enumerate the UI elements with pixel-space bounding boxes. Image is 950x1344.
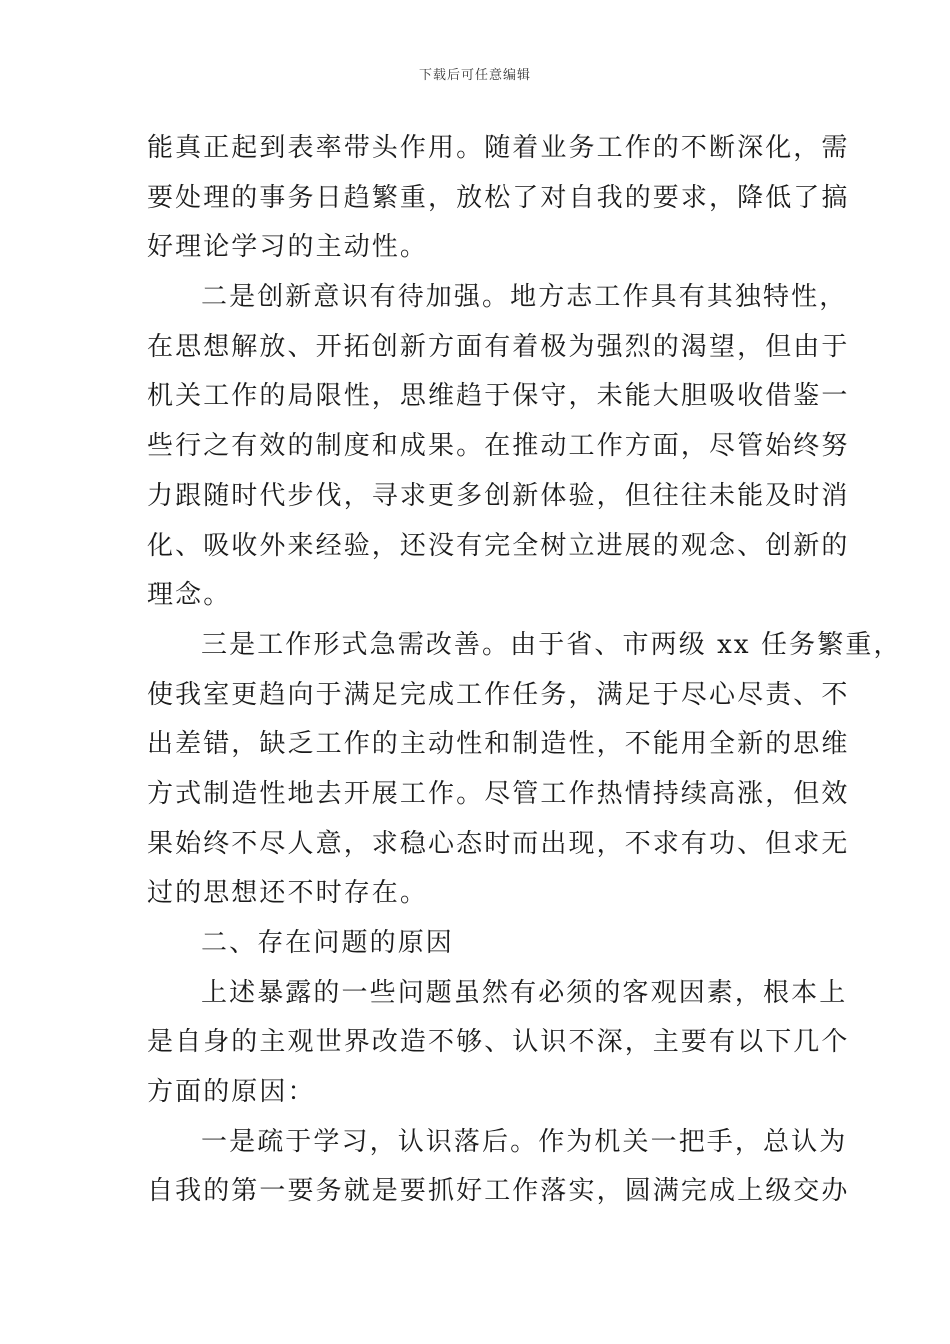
text-line: 二是创新意识有待加强。地方志工作具有其独特性， (201, 282, 848, 313)
text-line: 一是疏于学习，认识落后。作为机关一把手，总认为 (201, 1126, 848, 1157)
text-line: 些行之有效的制度和成果。在推动工作方面，尽管始终努 (147, 431, 850, 462)
text-line: 机关工作的局限性，思维趋于保守，未能大胆吸收借鉴一 (147, 381, 850, 412)
document-body (147, 124, 902, 1217)
section-heading: 二、存在问题的原因 (201, 928, 454, 958)
text-line: 三是工作形式急需改善。由于省、市两级 xx 任务繁重， (201, 629, 902, 660)
text-line: 上述暴露的一些问题虽然有必须的客观因素，根本上 (201, 977, 848, 1008)
text-line: 好理论学习的主动性。 (147, 232, 429, 263)
text-line: 是自身的主观世界改造不够、认识不深，主要有以下几个 (147, 1027, 850, 1058)
text-line: 化、吸收外来经验，还没有完全树立进展的观念、创新的 (147, 530, 850, 561)
text-line: 力跟随时代步伐，寻求更多创新体验，但往往未能及时消 (147, 480, 850, 511)
page-header: 下载后可任意编辑 (418, 68, 531, 83)
text-line: 方式制造性地去开展工作。尽管工作热情持续高涨，但效 (147, 778, 850, 809)
text-line: 在思想解放、开拓创新方面有着极为强烈的渴望，但由于 (147, 331, 850, 362)
text-line: 果始终不尽人意，求稳心态时而出现，不求有功、但求无 (147, 828, 850, 859)
text-line: 过的思想还不时存在。 (147, 878, 429, 909)
text-line: 使我室更趋向于满足完成工作任务，满足于尽心尽责、不 (147, 679, 850, 710)
text-line: 能真正起到表率带头作用。随着业务工作的不断深化，需 (147, 133, 850, 163)
text-line: 方面的原因： (147, 1077, 316, 1108)
text-line: 自我的第一要务就是要抓好工作落实，圆满完成上级交办 (147, 1176, 850, 1207)
text-line: 出差错，缺乏工作的主动性和制造性，不能用全新的思维 (147, 729, 850, 760)
text-line: 理念。 (147, 580, 232, 611)
text-line: 要处理的事务日趋繁重，放松了对自我的要求，降低了搞 (147, 182, 850, 213)
